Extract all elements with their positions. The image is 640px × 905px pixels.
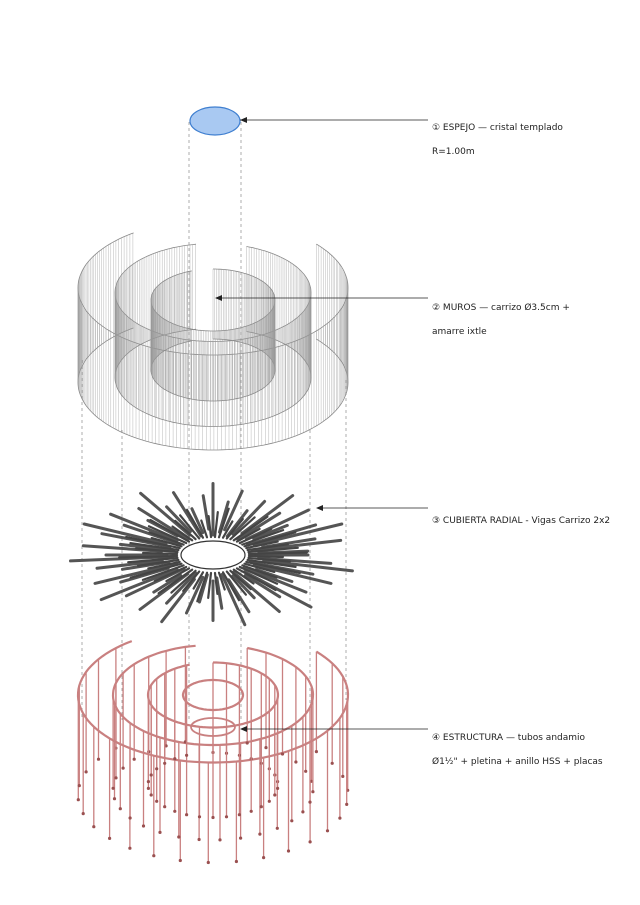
post-footing [258,833,261,836]
label-espejo-sub: R=1.00m [432,147,475,157]
label-cubierta [432,503,610,539]
post-footing [128,847,131,850]
post-footing [185,754,188,757]
label-muros [432,290,570,350]
post-footing [304,770,307,773]
post-footing [198,838,201,841]
post-footing [122,767,125,770]
roof-beam [215,573,217,594]
post-footing [177,835,180,838]
post-footing [264,746,267,749]
label-espejo [432,110,563,170]
post-footing [155,800,158,803]
label-espejo-title: ① ESPEJO — cristal templado [432,123,563,133]
post-footing [179,859,182,862]
post-footing [273,793,276,796]
post-footing [276,827,279,830]
label-muros-sub: amarre ixtle [432,327,487,337]
post-footing [133,758,136,761]
post-footing [85,770,88,773]
post-footing [150,793,153,796]
post-footing [281,752,284,755]
post-footing [268,800,271,803]
post-footing [147,780,150,783]
post-footing [112,787,115,790]
post-footing [158,831,161,834]
post-footing [326,829,329,832]
post-footing [294,760,297,763]
post-footing [276,787,279,790]
roof-beam [249,556,283,557]
post-footing [246,741,249,744]
post-footing [147,787,150,790]
post-footing [173,810,176,813]
post-footing [150,773,153,776]
post-footing [338,817,341,820]
post-footing [290,819,293,822]
post-footing [260,805,263,808]
post-footing [308,801,311,804]
post-footing [309,840,312,843]
post-footing [235,860,238,863]
post-footing [287,849,290,852]
post-footing [345,803,348,806]
post-footing [239,837,242,840]
post-footing [301,810,304,813]
post-footing [77,798,80,801]
post-footing [198,815,201,818]
post-footing [207,861,210,864]
label-estructura-sub: Ø1½" + pletina + anillo HSS + placas [432,757,603,767]
post-footing [173,757,176,760]
post-footing [152,854,155,857]
roof-beam [215,512,218,537]
post-footing [142,824,145,827]
post-footing [331,762,334,765]
post-footing [311,790,314,793]
label-cubierta-title: ③ CUBIERTA RADIAL - Vigas Carrizo 2x2 [432,516,611,526]
roof-beam [208,573,211,598]
post-footing [315,750,318,753]
post-footing [163,762,166,765]
estructura-scaffold [77,641,350,864]
label-estructura [432,720,603,780]
roof-beam [203,496,209,529]
roof-oculus [181,541,245,569]
post-footing [185,813,188,816]
muros-carrizo-walls [78,233,348,450]
post-footing [250,810,253,813]
roof-beam [209,516,211,537]
post-footing [108,837,111,840]
post-footing [114,776,117,779]
post-footing [97,758,100,761]
post-footing [341,775,344,778]
post-footing [78,784,81,787]
post-footing [218,838,221,841]
post-footing [155,767,158,770]
roof-beam [143,553,177,554]
post-footing [82,812,85,815]
post-footing [225,815,228,818]
post-footing [119,807,122,810]
post-footing [129,816,132,819]
espejo-mirror-disc [190,107,240,135]
label-muros-title: ② MUROS — carrizo Ø3.5cm + [432,303,570,313]
post-footing [92,825,95,828]
post-footing [163,805,166,808]
post-footing [238,813,241,816]
leader-arrowheads [215,117,323,732]
post-footing [113,797,116,800]
post-footing [262,856,265,859]
post-footing [211,816,214,819]
label-estructura-title: ④ ESTRUCTURA — tubos andamio [432,733,586,743]
